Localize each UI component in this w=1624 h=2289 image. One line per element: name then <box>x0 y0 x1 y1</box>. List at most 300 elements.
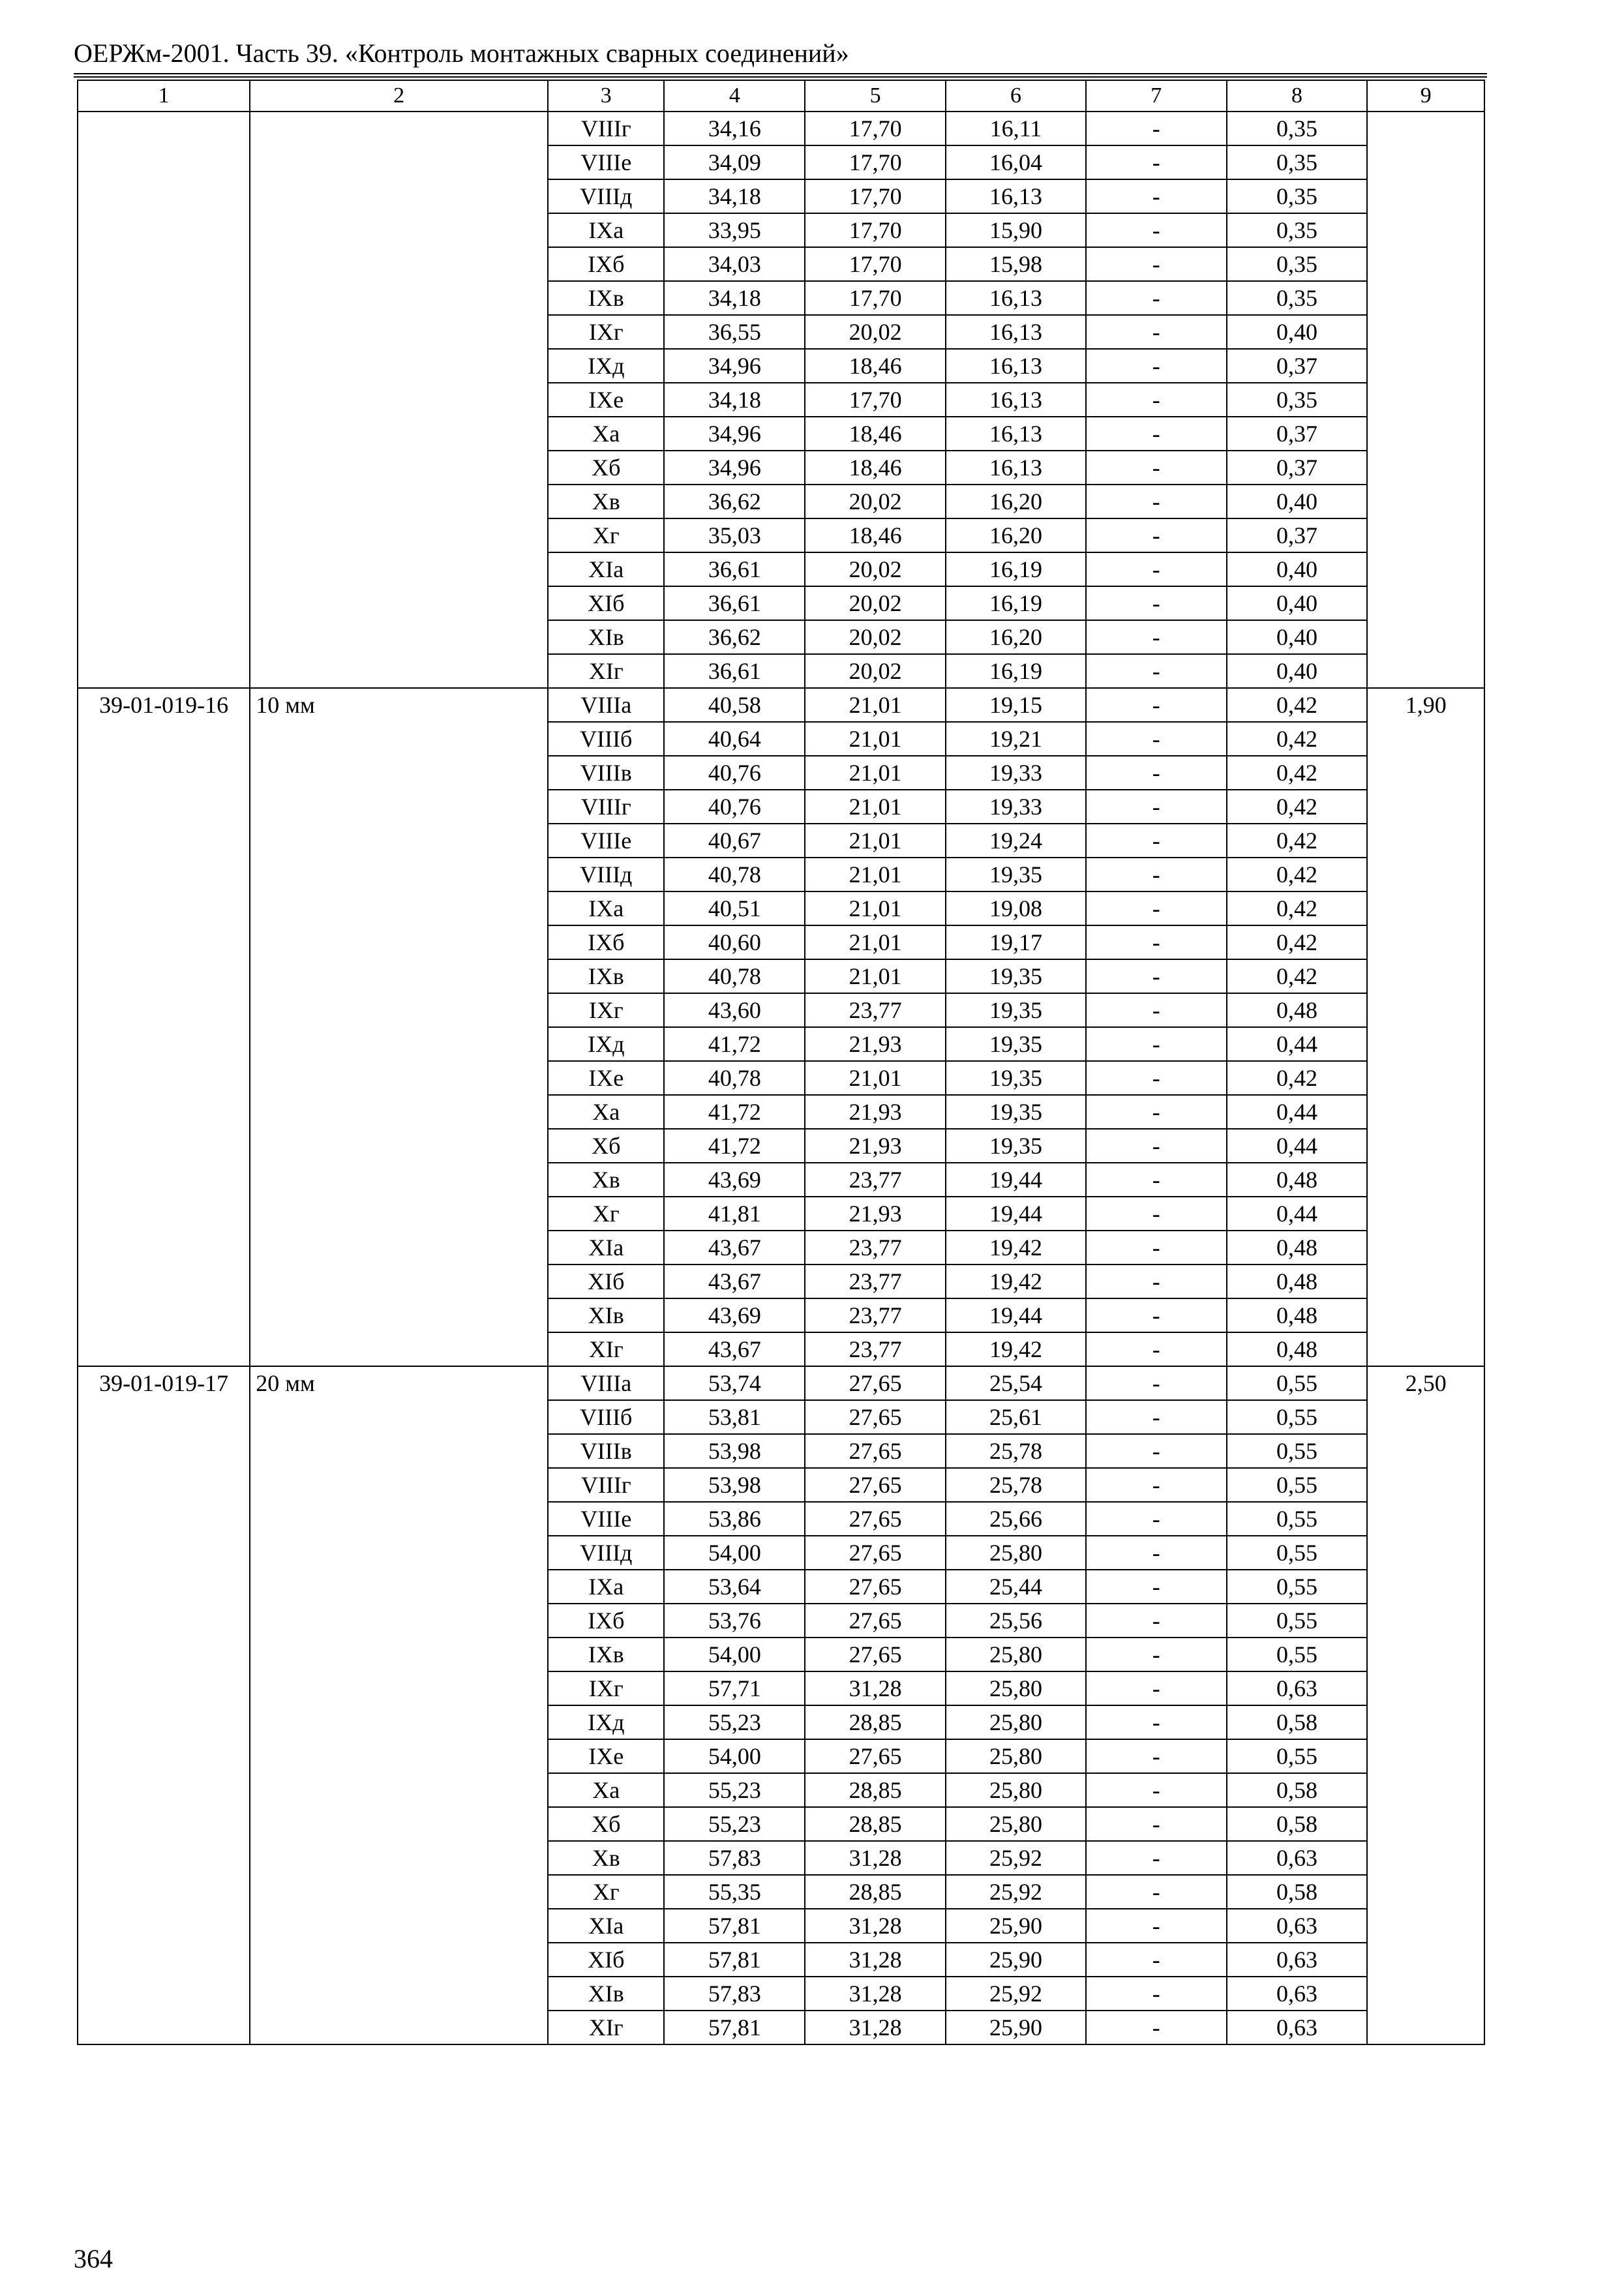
labor-total: 2,50 <box>1367 1366 1484 2044</box>
cell-category: Xб <box>548 451 664 485</box>
cell-wages: 27,65 <box>805 1638 946 1671</box>
cell-machine-cost: 25,90 <box>946 2011 1086 2044</box>
cell-category: VIIIд <box>548 1536 664 1570</box>
cell-wages: 18,46 <box>805 417 946 451</box>
cell-wages: 21,01 <box>805 722 946 756</box>
cell-wages: 23,77 <box>805 1298 946 1332</box>
cell-machinist-wages: - <box>1086 1468 1227 1502</box>
cell-total-cost: 33,95 <box>664 213 805 247</box>
cell-machinist-wages: - <box>1086 586 1227 620</box>
cell-machinist-wages: - <box>1086 2011 1227 2044</box>
cell-category: Xг <box>548 1197 664 1231</box>
cell-machine-cost: 25,78 <box>946 1468 1086 1502</box>
cell-machine-cost: 25,80 <box>946 1705 1086 1739</box>
cell-total-cost: 53,98 <box>664 1434 805 1468</box>
cell-materials: 0,55 <box>1227 1604 1368 1638</box>
cell-materials: 0,42 <box>1227 891 1368 925</box>
cell-wages: 27,65 <box>805 1468 946 1502</box>
cell-wages: 23,77 <box>805 993 946 1027</box>
cell-wages: 17,70 <box>805 145 946 179</box>
column-header-5: 5 <box>805 80 946 112</box>
cell-category: Xг <box>548 1875 664 1909</box>
cell-wages: 17,70 <box>805 281 946 315</box>
cell-materials: 0,35 <box>1227 112 1368 145</box>
table-row <box>78 112 1484 145</box>
cell-category: XIб <box>548 1264 664 1298</box>
cell-machine-cost: 19,35 <box>946 1061 1086 1095</box>
cell-total-cost: 55,23 <box>664 1773 805 1807</box>
cell-machinist-wages: - <box>1086 1129 1227 1163</box>
cell-machinist-wages: - <box>1086 1773 1227 1807</box>
cell-wages: 21,01 <box>805 688 946 722</box>
cell-machinist-wages: - <box>1086 1943 1227 1977</box>
cell-category: VIIIе <box>548 145 664 179</box>
cell-machinist-wages: - <box>1086 959 1227 993</box>
cell-category: Xв <box>548 1841 664 1875</box>
cell-wages: 31,28 <box>805 1909 946 1943</box>
cell-total-cost: 36,61 <box>664 586 805 620</box>
cell-total-cost: 53,98 <box>664 1468 805 1502</box>
cell-machine-cost: 19,42 <box>946 1264 1086 1298</box>
header-rule-top <box>74 73 1487 74</box>
cell-materials: 0,58 <box>1227 1807 1368 1841</box>
cell-materials: 0,55 <box>1227 1638 1368 1671</box>
cell-materials: 0,35 <box>1227 145 1368 179</box>
cell-total-cost: 53,64 <box>664 1570 805 1604</box>
cell-machinist-wages: - <box>1086 179 1227 213</box>
column-header-8: 8 <box>1227 80 1368 112</box>
cell-machine-cost: 16,13 <box>946 383 1086 417</box>
cell-machinist-wages: - <box>1086 1739 1227 1773</box>
cell-category: XIб <box>548 1943 664 1977</box>
cell-machinist-wages: - <box>1086 112 1227 145</box>
cell-category: Xв <box>548 1163 664 1197</box>
cell-total-cost: 53,76 <box>664 1604 805 1638</box>
column-header-9: 9 <box>1367 80 1484 112</box>
cell-total-cost: 34,18 <box>664 281 805 315</box>
cell-wages: 17,70 <box>805 112 946 145</box>
cell-wages: 31,28 <box>805 2011 946 2044</box>
column-header-3: 3 <box>548 80 664 112</box>
cell-machine-cost: 19,33 <box>946 790 1086 824</box>
cell-category: VIIIе <box>548 1502 664 1536</box>
rate-code <box>78 112 250 688</box>
cell-total-cost: 40,51 <box>664 891 805 925</box>
rate-code: 39-01-019-17 <box>78 1366 250 2044</box>
cell-machine-cost: 16,19 <box>946 654 1086 688</box>
cell-machine-cost: 25,90 <box>946 1909 1086 1943</box>
cell-machinist-wages: - <box>1086 417 1227 451</box>
cell-machine-cost: 25,56 <box>946 1604 1086 1638</box>
cell-machinist-wages: - <box>1086 722 1227 756</box>
cell-materials: 0,63 <box>1227 2011 1368 2044</box>
cell-category: XIа <box>548 1909 664 1943</box>
cell-machinist-wages: - <box>1086 1536 1227 1570</box>
cell-total-cost: 34,16 <box>664 112 805 145</box>
cell-materials: 0,37 <box>1227 349 1368 383</box>
cell-machinist-wages: - <box>1086 247 1227 281</box>
cell-category: Xб <box>548 1807 664 1841</box>
cell-machine-cost: 16,13 <box>946 281 1086 315</box>
cell-category: VIIIа <box>548 688 664 722</box>
cell-materials: 0,55 <box>1227 1570 1368 1604</box>
cell-materials: 0,40 <box>1227 654 1368 688</box>
cell-category: XIг <box>548 1332 664 1366</box>
cell-machinist-wages: - <box>1086 654 1227 688</box>
cell-total-cost: 40,76 <box>664 756 805 790</box>
table-row <box>78 1366 1484 1400</box>
cell-machinist-wages: - <box>1086 1366 1227 1400</box>
cell-total-cost: 43,67 <box>664 1264 805 1298</box>
cell-total-cost: 41,72 <box>664 1027 805 1061</box>
cell-wages: 28,85 <box>805 1875 946 1909</box>
cell-machine-cost: 16,20 <box>946 485 1086 518</box>
cell-wages: 21,01 <box>805 959 946 993</box>
cell-machinist-wages: - <box>1086 1807 1227 1841</box>
cell-total-cost: 57,81 <box>664 1909 805 1943</box>
cell-materials: 0,44 <box>1227 1095 1368 1129</box>
cell-wages: 21,01 <box>805 790 946 824</box>
labor-total: 1,90 <box>1367 688 1484 1366</box>
cell-category: IXд <box>548 1705 664 1739</box>
cell-wages: 23,77 <box>805 1264 946 1298</box>
cell-machinist-wages: - <box>1086 451 1227 485</box>
cell-materials: 0,42 <box>1227 858 1368 891</box>
cell-category: XIг <box>548 2011 664 2044</box>
cell-total-cost: 34,18 <box>664 383 805 417</box>
cell-total-cost: 34,96 <box>664 417 805 451</box>
cell-total-cost: 34,18 <box>664 179 805 213</box>
cell-total-cost: 57,83 <box>664 1977 805 2011</box>
column-number-row <box>78 80 1484 112</box>
cell-total-cost: 53,81 <box>664 1400 805 1434</box>
cell-machine-cost: 19,21 <box>946 722 1086 756</box>
page-number: 364 <box>74 2244 113 2273</box>
cell-machine-cost: 16,13 <box>946 417 1086 451</box>
cell-machine-cost: 25,80 <box>946 1536 1086 1570</box>
cell-machinist-wages: - <box>1086 145 1227 179</box>
cell-machine-cost: 25,92 <box>946 1977 1086 2011</box>
cell-wages: 27,65 <box>805 1739 946 1773</box>
cell-wages: 27,65 <box>805 1434 946 1468</box>
cell-category: XIв <box>548 1298 664 1332</box>
table-body <box>78 112 1484 2044</box>
cell-machinist-wages: - <box>1086 1841 1227 1875</box>
cell-category: IXе <box>548 1739 664 1773</box>
cell-materials: 0,42 <box>1227 959 1368 993</box>
cell-machine-cost: 19,35 <box>946 1095 1086 1129</box>
cell-total-cost: 43,67 <box>664 1332 805 1366</box>
cell-materials: 0,42 <box>1227 1061 1368 1095</box>
cell-materials: 0,35 <box>1227 179 1368 213</box>
cell-machine-cost: 19,35 <box>946 858 1086 891</box>
page-header-title: ОЕРЖм-2001. Часть 39. «Контроль монтажных сварных соединений» <box>74 38 849 68</box>
cell-category: XIа <box>548 552 664 586</box>
cell-materials: 0,48 <box>1227 1264 1368 1298</box>
cell-machine-cost: 16,13 <box>946 179 1086 213</box>
cell-wages: 28,85 <box>805 1705 946 1739</box>
cell-wages: 21,93 <box>805 1129 946 1163</box>
cell-category: XIг <box>548 654 664 688</box>
cell-materials: 0,35 <box>1227 213 1368 247</box>
cell-wages: 17,70 <box>805 213 946 247</box>
cell-machine-cost: 19,35 <box>946 1129 1086 1163</box>
cell-materials: 0,35 <box>1227 281 1368 315</box>
cell-wages: 21,93 <box>805 1095 946 1129</box>
cell-category: IXа <box>548 1570 664 1604</box>
cell-machinist-wages: - <box>1086 1027 1227 1061</box>
cell-materials: 0,48 <box>1227 1332 1368 1366</box>
cell-materials: 0,40 <box>1227 552 1368 586</box>
column-header-7: 7 <box>1086 80 1227 112</box>
cell-total-cost: 36,62 <box>664 620 805 654</box>
cell-materials: 0,40 <box>1227 315 1368 349</box>
cell-machinist-wages: - <box>1086 790 1227 824</box>
cell-category: IXд <box>548 1027 664 1061</box>
rate-name: 20 мм <box>250 1366 548 2044</box>
cell-wages: 18,46 <box>805 518 946 552</box>
cell-machinist-wages: - <box>1086 383 1227 417</box>
cell-category: IXе <box>548 1061 664 1095</box>
cell-category: IXд <box>548 349 664 383</box>
column-header-6: 6 <box>946 80 1086 112</box>
cell-machinist-wages: - <box>1086 281 1227 315</box>
cell-machinist-wages: - <box>1086 1875 1227 1909</box>
cell-total-cost: 40,64 <box>664 722 805 756</box>
cell-machinist-wages: - <box>1086 1095 1227 1129</box>
cell-total-cost: 54,00 <box>664 1739 805 1773</box>
cell-category: IXв <box>548 1638 664 1671</box>
cell-machine-cost: 15,98 <box>946 247 1086 281</box>
cell-machinist-wages: - <box>1086 518 1227 552</box>
cell-machine-cost: 19,44 <box>946 1163 1086 1197</box>
cell-total-cost: 55,23 <box>664 1705 805 1739</box>
cell-materials: 0,55 <box>1227 1536 1368 1570</box>
cell-total-cost: 36,62 <box>664 485 805 518</box>
cell-machinist-wages: - <box>1086 1434 1227 1468</box>
cell-machine-cost: 16,04 <box>946 145 1086 179</box>
cell-machine-cost: 25,92 <box>946 1875 1086 1909</box>
cell-machine-cost: 16,20 <box>946 518 1086 552</box>
cell-category: XIв <box>548 1977 664 2011</box>
cell-total-cost: 57,81 <box>664 2011 805 2044</box>
cell-materials: 0,42 <box>1227 925 1368 959</box>
cell-wages: 31,28 <box>805 1841 946 1875</box>
cell-wages: 31,28 <box>805 1943 946 1977</box>
cell-wages: 20,02 <box>805 654 946 688</box>
cell-wages: 21,93 <box>805 1027 946 1061</box>
cell-total-cost: 40,78 <box>664 1061 805 1095</box>
cell-materials: 0,44 <box>1227 1129 1368 1163</box>
table-row <box>78 688 1484 722</box>
cell-machinist-wages: - <box>1086 1231 1227 1264</box>
cell-total-cost: 43,69 <box>664 1298 805 1332</box>
cell-materials: 0,55 <box>1227 1400 1368 1434</box>
cell-wages: 21,01 <box>805 1061 946 1095</box>
rate-name: 10 мм <box>250 688 548 1366</box>
cell-total-cost: 36,61 <box>664 552 805 586</box>
cell-machinist-wages: - <box>1086 620 1227 654</box>
cell-materials: 0,63 <box>1227 1977 1368 2011</box>
column-header-4: 4 <box>664 80 805 112</box>
cell-machinist-wages: - <box>1086 1061 1227 1095</box>
cell-machine-cost: 25,54 <box>946 1366 1086 1400</box>
cell-total-cost: 40,76 <box>664 790 805 824</box>
cell-category: Xб <box>548 1129 664 1163</box>
cell-total-cost: 41,72 <box>664 1129 805 1163</box>
cell-machinist-wages: - <box>1086 1197 1227 1231</box>
cell-machinist-wages: - <box>1086 858 1227 891</box>
cell-wages: 18,46 <box>805 451 946 485</box>
cell-category: XIв <box>548 620 664 654</box>
cell-materials: 0,35 <box>1227 247 1368 281</box>
cell-wages: 20,02 <box>805 315 946 349</box>
cell-wages: 18,46 <box>805 349 946 383</box>
cell-machinist-wages: - <box>1086 1298 1227 1332</box>
cell-total-cost: 40,78 <box>664 959 805 993</box>
cell-machine-cost: 25,66 <box>946 1502 1086 1536</box>
cell-total-cost: 40,58 <box>664 688 805 722</box>
cell-category: IXг <box>548 1671 664 1705</box>
cell-category: Xа <box>548 1095 664 1129</box>
cell-machine-cost: 25,92 <box>946 1841 1086 1875</box>
cell-materials: 0,63 <box>1227 1909 1368 1943</box>
cell-machine-cost: 25,44 <box>946 1570 1086 1604</box>
cell-wages: 23,77 <box>805 1332 946 1366</box>
cell-total-cost: 41,81 <box>664 1197 805 1231</box>
cell-machine-cost: 16,11 <box>946 112 1086 145</box>
cell-machine-cost: 19,35 <box>946 1027 1086 1061</box>
cell-wages: 23,77 <box>805 1231 946 1264</box>
cell-wages: 21,93 <box>805 1197 946 1231</box>
cell-materials: 0,42 <box>1227 756 1368 790</box>
cell-wages: 28,85 <box>805 1807 946 1841</box>
cell-machinist-wages: - <box>1086 315 1227 349</box>
cell-total-cost: 57,83 <box>664 1841 805 1875</box>
cell-machine-cost: 25,80 <box>946 1638 1086 1671</box>
cell-materials: 0,55 <box>1227 1739 1368 1773</box>
cell-total-cost: 53,86 <box>664 1502 805 1536</box>
cell-machine-cost: 25,80 <box>946 1773 1086 1807</box>
cell-category: Xа <box>548 417 664 451</box>
cell-machine-cost: 19,35 <box>946 959 1086 993</box>
rate-code: 39-01-019-16 <box>78 688 250 1366</box>
cell-wages: 21,01 <box>805 925 946 959</box>
cell-materials: 0,48 <box>1227 1298 1368 1332</box>
cell-materials: 0,42 <box>1227 824 1368 858</box>
cell-materials: 0,40 <box>1227 485 1368 518</box>
cell-total-cost: 55,23 <box>664 1807 805 1841</box>
cell-materials: 0,35 <box>1227 383 1368 417</box>
cell-category: VIIIг <box>548 790 664 824</box>
cell-total-cost: 54,00 <box>664 1536 805 1570</box>
cell-wages: 31,28 <box>805 1671 946 1705</box>
cell-category: VIIIб <box>548 722 664 756</box>
cell-total-cost: 54,00 <box>664 1638 805 1671</box>
cell-machine-cost: 16,19 <box>946 552 1086 586</box>
cell-machinist-wages: - <box>1086 993 1227 1027</box>
cell-materials: 0,44 <box>1227 1197 1368 1231</box>
cell-total-cost: 53,74 <box>664 1366 805 1400</box>
cell-category: IXб <box>548 1604 664 1638</box>
cell-machinist-wages: - <box>1086 1671 1227 1705</box>
cell-machine-cost: 19,17 <box>946 925 1086 959</box>
cell-wages: 20,02 <box>805 485 946 518</box>
cell-category: VIIIд <box>548 858 664 891</box>
cell-materials: 0,58 <box>1227 1773 1368 1807</box>
cell-total-cost: 43,60 <box>664 993 805 1027</box>
cell-category: Xг <box>548 518 664 552</box>
cell-total-cost: 34,09 <box>664 145 805 179</box>
cell-materials: 0,42 <box>1227 790 1368 824</box>
cell-materials: 0,42 <box>1227 722 1368 756</box>
cell-wages: 21,01 <box>805 824 946 858</box>
cell-materials: 0,63 <box>1227 1841 1368 1875</box>
cell-machine-cost: 25,61 <box>946 1400 1086 1434</box>
cell-total-cost: 40,60 <box>664 925 805 959</box>
cell-category: Xа <box>548 1773 664 1807</box>
cell-category: VIIIг <box>548 1468 664 1502</box>
cell-materials: 0,37 <box>1227 451 1368 485</box>
rates-table <box>77 80 1485 2045</box>
cell-materials: 0,55 <box>1227 1468 1368 1502</box>
cell-wages: 27,65 <box>805 1502 946 1536</box>
cell-machine-cost: 16,13 <box>946 451 1086 485</box>
cell-machine-cost: 19,42 <box>946 1332 1086 1366</box>
cell-wages: 20,02 <box>805 586 946 620</box>
cell-machine-cost: 19,08 <box>946 891 1086 925</box>
cell-machine-cost: 19,24 <box>946 824 1086 858</box>
cell-wages: 17,70 <box>805 179 946 213</box>
cell-machine-cost: 19,35 <box>946 993 1086 1027</box>
cell-machinist-wages: - <box>1086 1977 1227 2011</box>
cell-category: VIIIв <box>548 1434 664 1468</box>
cell-machinist-wages: - <box>1086 688 1227 722</box>
cell-machine-cost: 16,19 <box>946 586 1086 620</box>
cell-materials: 0,37 <box>1227 518 1368 552</box>
cell-materials: 0,40 <box>1227 586 1368 620</box>
cell-total-cost: 36,61 <box>664 654 805 688</box>
cell-machine-cost: 19,42 <box>946 1231 1086 1264</box>
cell-machine-cost: 25,90 <box>946 1943 1086 1977</box>
cell-category: VIIIв <box>548 756 664 790</box>
cell-category: VIIIе <box>548 824 664 858</box>
cell-category: IXа <box>548 891 664 925</box>
cell-machine-cost: 19,44 <box>946 1197 1086 1231</box>
cell-wages: 20,02 <box>805 552 946 586</box>
cell-machinist-wages: - <box>1086 485 1227 518</box>
cell-wages: 28,85 <box>805 1773 946 1807</box>
cell-machine-cost: 19,15 <box>946 688 1086 722</box>
cell-materials: 0,58 <box>1227 1875 1368 1909</box>
cell-category: IXг <box>548 993 664 1027</box>
cell-machine-cost: 19,44 <box>946 1298 1086 1332</box>
cell-total-cost: 43,69 <box>664 1163 805 1197</box>
cell-machinist-wages: - <box>1086 1604 1227 1638</box>
cell-wages: 20,02 <box>805 620 946 654</box>
cell-materials: 0,55 <box>1227 1366 1368 1400</box>
cell-machinist-wages: - <box>1086 552 1227 586</box>
cell-materials: 0,63 <box>1227 1943 1368 1977</box>
cell-wages: 21,01 <box>805 891 946 925</box>
cell-category: IXб <box>548 247 664 281</box>
cell-total-cost: 43,67 <box>664 1231 805 1264</box>
cell-category: IXв <box>548 281 664 315</box>
cell-materials: 0,63 <box>1227 1671 1368 1705</box>
cell-wages: 23,77 <box>805 1163 946 1197</box>
cell-machine-cost: 16,13 <box>946 315 1086 349</box>
cell-materials: 0,55 <box>1227 1434 1368 1468</box>
